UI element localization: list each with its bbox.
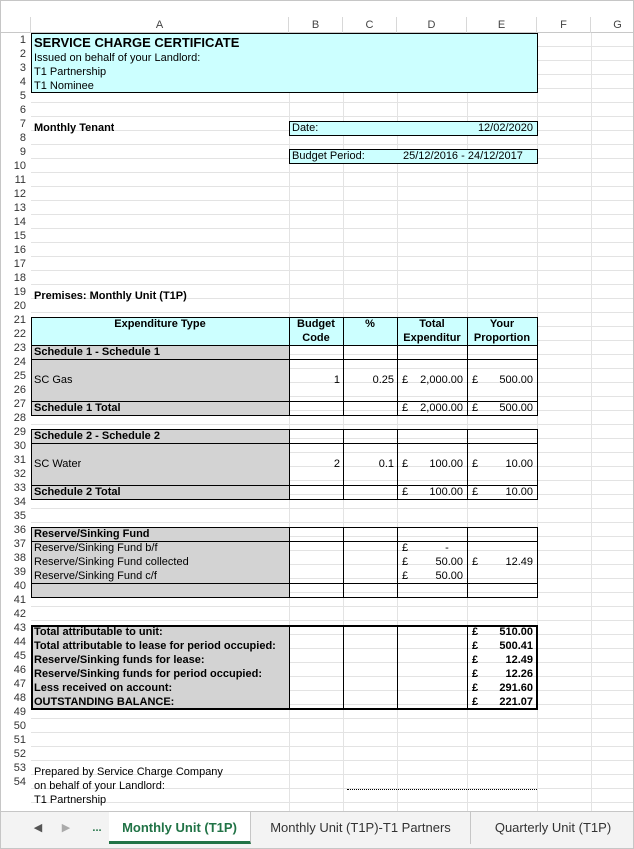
sheet-tab-bar <box>1 811 634 849</box>
schedule1-title: Schedule 1 - Schedule 1 <box>34 346 160 358</box>
row-header[interactable]: 27 <box>13 398 26 410</box>
column-header-b[interactable]: B <box>289 17 343 33</box>
schedule1-sum-cur: £ <box>402 402 409 414</box>
row-header[interactable]: 46 <box>13 664 26 676</box>
row-header[interactable]: 30 <box>13 440 26 452</box>
row-header[interactable]: 10 <box>13 160 26 172</box>
total-exp-header-2: Expenditur <box>403 332 461 344</box>
reserve-bf-label: Reserve/Sinking Fund b/f <box>34 542 158 554</box>
select-all-corner[interactable] <box>1 17 31 33</box>
schedule2-total-label: Schedule 2 Total <box>34 486 121 498</box>
summary-value: 12.26 <box>505 668 533 680</box>
row-header[interactable]: 35 <box>13 510 26 522</box>
reserve-collected-label: Reserve/Sinking Fund collected <box>34 556 189 568</box>
row-header[interactable]: 47 <box>13 678 26 690</box>
schedule2-code: 2 <box>333 458 340 470</box>
column-header-c[interactable]: C <box>343 17 397 33</box>
reserve-prop: 12.49 <box>505 556 533 568</box>
schedule1-sum-prop-cur: £ <box>472 402 479 414</box>
row-header[interactable]: 19 <box>13 286 26 298</box>
summary-label: Reserve/Sinking funds for lease: <box>34 654 205 666</box>
row-header[interactable]: 53 <box>13 762 26 774</box>
premises-label: Premises: Monthly Unit (T1P) <box>34 290 187 302</box>
row-header[interactable]: 29 <box>13 426 26 438</box>
landlord-line-2: T1 Nominee <box>34 80 94 92</box>
row-header[interactable]: 24 <box>13 356 26 368</box>
schedule2-title: Schedule 2 - Schedule 2 <box>34 430 160 442</box>
schedule2-total-cur: £ <box>402 458 409 470</box>
column-header-e[interactable]: E <box>467 17 537 33</box>
row-header[interactable]: 11 <box>14 174 26 186</box>
summary-currency: £ <box>472 626 479 638</box>
schedule1-total: 2,000.00 <box>420 374 463 386</box>
row-header[interactable]: 38 <box>13 552 26 564</box>
signature-line <box>347 789 537 790</box>
schedule1-code: 1 <box>333 374 340 386</box>
summary-currency: £ <box>472 696 479 708</box>
schedule2-sum-cur: £ <box>402 486 409 498</box>
row-header[interactable]: 13 <box>13 202 26 214</box>
summary-label: Total attributable to unit: <box>34 626 163 638</box>
row-header[interactable]: 39 <box>13 566 26 578</box>
tab-scroll-left-icon[interactable]: ◀ <box>33 822 43 834</box>
summary-label: OUTSTANDING BALANCE: <box>34 696 175 708</box>
row-header[interactable]: 48 <box>13 692 26 704</box>
schedule1-sum-prop: 500.00 <box>499 402 533 414</box>
row-header[interactable]: 20 <box>13 300 26 312</box>
row-header[interactable]: 36 <box>13 524 26 536</box>
budget-code-header-1: Budget <box>297 318 335 330</box>
summary-label: Reserve/Sinking funds for period occupied: <box>34 668 262 680</box>
tab-quarterly-unit[interactable]: Quarterly Unit (T1P) <box>494 820 612 835</box>
row-header[interactable]: 41 <box>13 594 26 606</box>
row-header[interactable]: 6 <box>19 104 26 116</box>
reserve-cf-value: 50.00 <box>435 570 463 582</box>
row-header[interactable]: 5 <box>19 90 26 102</box>
tab-scroll-right-icon[interactable]: ▶ <box>61 822 71 834</box>
tab-monthly-unit[interactable]: Monthly Unit (T1P) <box>109 812 251 844</box>
your-proportion-header-2: Proportion <box>473 332 531 344</box>
reserve-bf-cur: £ <box>402 542 409 554</box>
row-header[interactable]: 17 <box>13 258 26 270</box>
landlord-line-1: T1 Partnership <box>34 66 107 78</box>
row-header[interactable]: 8 <box>19 132 26 144</box>
schedule2-sum-prop: 10.00 <box>505 486 533 498</box>
schedule2-prop: 10.00 <box>505 458 533 470</box>
schedule1-prop-cur: £ <box>472 374 479 386</box>
row-header[interactable]: 1 <box>19 34 26 46</box>
row-header[interactable]: 54 <box>13 776 26 788</box>
schedule2-sum-total: 100.00 <box>429 486 463 498</box>
tab-monthly-unit-partners[interactable]: Monthly Unit (T1P)-T1 Partners <box>251 812 471 844</box>
schedule1-total-cur: £ <box>402 374 409 386</box>
reserve-cf-cur: £ <box>402 570 409 582</box>
reserve-collected-value: 50.00 <box>435 556 463 568</box>
schedule2-sum-prop-cur: £ <box>472 486 479 498</box>
reserve-cf-label: Reserve/Sinking Fund c/f <box>34 570 157 582</box>
percent-header: % <box>365 318 375 330</box>
row-header[interactable]: 44 <box>13 636 26 648</box>
date-value: 12/02/2020 <box>477 122 533 134</box>
summary-value: 510.00 <box>499 626 533 638</box>
row-header[interactable]: 25 <box>13 370 26 382</box>
reserve-bf-value: - <box>445 542 449 554</box>
row-header-bar <box>1 33 31 811</box>
issued-on-behalf: Issued on behalf of your Landlord: <box>34 52 201 64</box>
row-header[interactable]: 26 <box>13 384 26 396</box>
row-header[interactable]: 40 <box>13 580 26 592</box>
row-header[interactable]: 9 <box>19 146 26 158</box>
date-label: Date: <box>292 122 319 134</box>
schedule1-sum-total: 2,000.00 <box>420 402 463 414</box>
row-header[interactable]: 12 <box>13 188 26 200</box>
row-header[interactable]: 22 <box>13 328 26 340</box>
summary-label: Less received on account: <box>34 682 173 694</box>
schedule2-total: 100.00 <box>429 458 463 470</box>
reserve-collected-cur: £ <box>402 556 409 568</box>
row-header[interactable]: 21 <box>13 314 26 326</box>
column-header-g[interactable]: G <box>591 17 634 33</box>
summary-currency: £ <box>472 640 479 652</box>
reserve-prop-cur: £ <box>472 556 479 568</box>
row-header[interactable]: 49 <box>13 706 26 718</box>
summary-value: 12.49 <box>505 654 533 666</box>
row-header[interactable]: 23 <box>13 342 26 354</box>
footer-on-behalf: on behalf of your Landlord: <box>34 780 165 792</box>
summary-currency: £ <box>472 654 479 666</box>
column-header-bar <box>1 17 634 33</box>
reserve-title: Reserve/Sinking Fund <box>34 528 150 540</box>
summary-value: 291.60 <box>499 682 533 694</box>
row-header[interactable]: 33 <box>13 482 26 494</box>
total-exp-header-1: Total <box>419 318 445 330</box>
row-header[interactable]: 31 <box>13 454 26 466</box>
row-header[interactable]: 3 <box>19 62 26 74</box>
schedule2-pct: 0.1 <box>378 458 394 470</box>
schedule1-pct: 0.25 <box>372 374 394 386</box>
summary-value: 221.07 <box>499 696 533 708</box>
summary-currency: £ <box>472 668 479 680</box>
row-header[interactable]: 2 <box>19 48 26 60</box>
cell-grid[interactable] <box>31 33 634 811</box>
row-header[interactable]: 28 <box>13 412 26 424</box>
row-header[interactable]: 14 <box>13 216 26 228</box>
column-header-f[interactable]: F <box>537 17 591 33</box>
schedule1-item: SC Gas <box>34 374 73 386</box>
your-proportion-header-1: Your <box>489 318 515 330</box>
more-tabs-button[interactable]: ... <box>92 822 102 834</box>
row-header[interactable]: 4 <box>19 76 26 88</box>
row-header[interactable]: 16 <box>13 244 26 256</box>
row-header[interactable]: 50 <box>13 720 26 732</box>
schedule2-prop-cur: £ <box>472 458 479 470</box>
certificate-title: SERVICE CHARGE CERTIFICATE <box>34 35 240 50</box>
row-header[interactable]: 34 <box>13 496 26 508</box>
column-header-a[interactable]: A <box>31 17 289 33</box>
summary-currency: £ <box>472 682 479 694</box>
row-header[interactable]: 7 <box>19 118 26 130</box>
expenditure-type-header: Expenditure Type <box>114 318 206 330</box>
budget-period-value: 25/12/2016 - 24/12/2017 <box>403 150 523 162</box>
schedule1-prop: 500.00 <box>499 374 533 386</box>
row-header[interactable]: 32 <box>13 468 26 480</box>
summary-value: 500.41 <box>499 640 533 652</box>
row-header[interactable]: 51 <box>13 734 26 746</box>
tenant-name: Monthly Tenant <box>34 122 115 134</box>
row-header[interactable]: 42 <box>13 608 26 620</box>
footer-prepared-by: Prepared by Service Charge Company <box>34 766 223 778</box>
row-header[interactable]: 15 <box>13 230 26 242</box>
row-header[interactable]: 18 <box>13 272 26 284</box>
column-header-d[interactable]: D <box>397 17 467 33</box>
summary-label: Total attributable to lease for period occupied: <box>34 640 276 652</box>
budget-period-label: Budget Period: <box>292 150 365 162</box>
schedule1-total-label: Schedule 1 Total <box>34 402 121 414</box>
row-header[interactable]: 45 <box>13 650 26 662</box>
row-header[interactable]: 37 <box>13 538 26 550</box>
footer-landlord: T1 Partnership <box>34 794 107 806</box>
schedule2-item: SC Water <box>34 458 82 470</box>
budget-code-header-2: Code <box>302 332 330 344</box>
row-header[interactable]: 52 <box>13 748 26 760</box>
row-header[interactable]: 43 <box>13 622 26 634</box>
